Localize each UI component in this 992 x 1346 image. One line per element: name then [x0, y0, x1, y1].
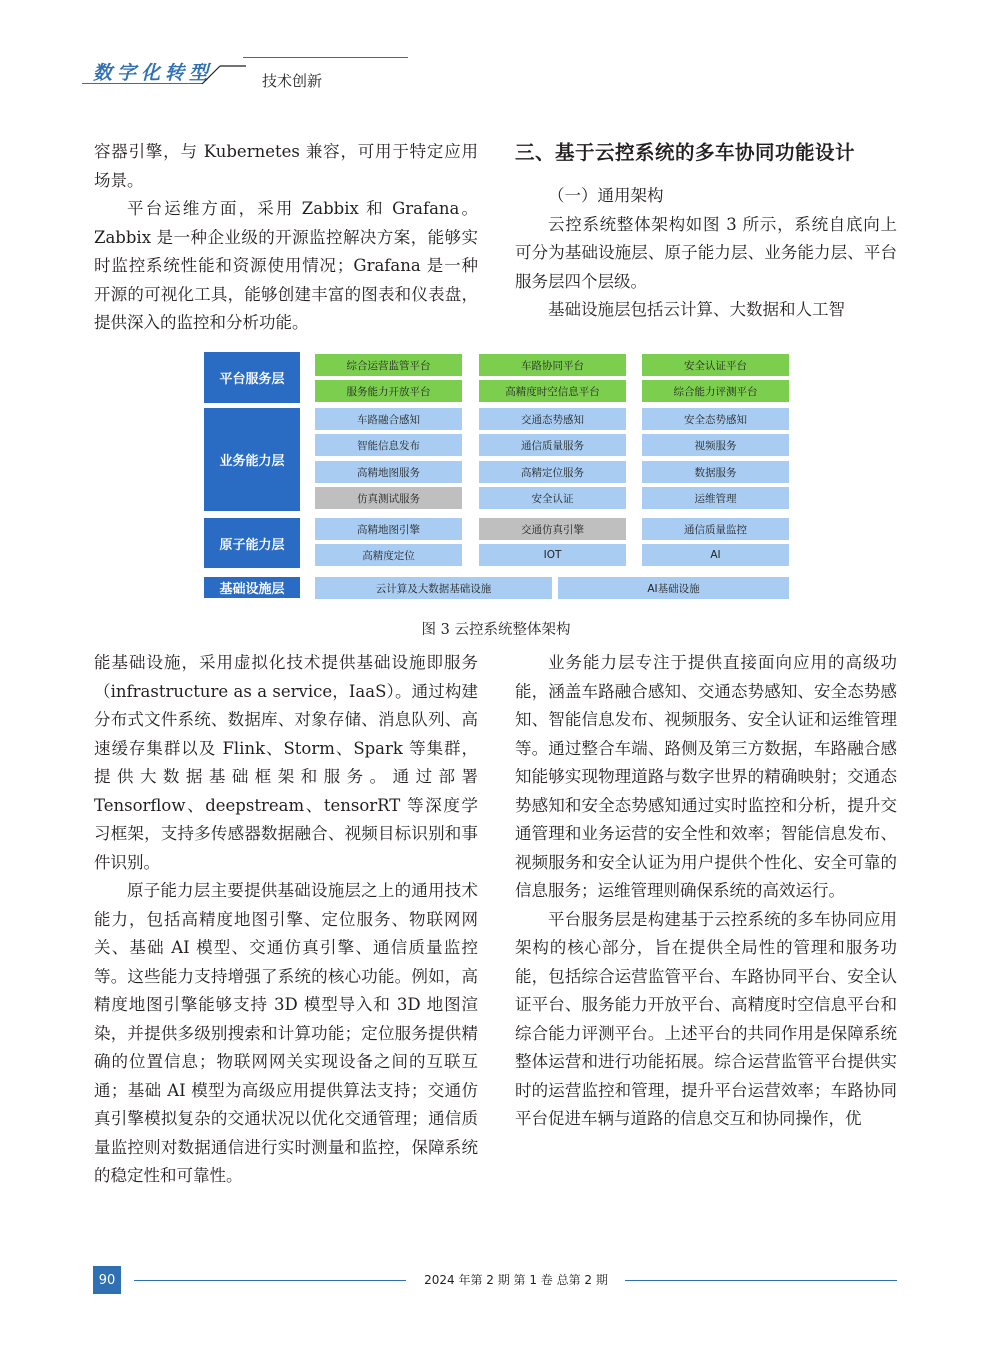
figure-cell: 云计算及大数据基础设施	[315, 577, 552, 599]
figure-cell: 安全态势感知	[642, 408, 789, 430]
figure-cell: 安全认证	[479, 487, 626, 509]
figure-cell: 运维管理	[642, 487, 789, 509]
figure-cell: IOT	[479, 544, 626, 566]
figure-cell: AI	[642, 544, 789, 566]
paragraph: 平台服务层是构建基于云控系统的多车协同应用架构的核心部分，旨在提供全局性的管理和服务功能，包括综合运营监管平台、车路协同平台、安全认证平台、服务能力开放平台、高精度时空信息平台和综合能力评测平台。上述平台的共同作用是保障系统整体运营和进行功能拓展。综合运营监管平台提供实时的运营监控和管理，提升平台运营效率；车路协同平台促进车辆与道路的信息交互和协同操作，优	[515, 909, 897, 1128]
architecture-figure	[204, 352, 790, 600]
figure-cell: 数据服务	[642, 461, 789, 483]
paragraph: 原子能力层主要提供基础设施层之上的通用技术能力，包括高精度地图引擎、定位服务、物联网网关、基础 AI 模型、交通仿真引擎、通信质量监控等。这些能力支持增强了系统的核心功能。例如，高精度地图引擎能够支持 3D 模型导入和 3D 地图渲染，并提供多级别搜索和计算功能；定位服务提供精确的位置信息；物联网网关实现设备之间的互联互通；基础 AI 模型为高级应用提供算法支持；交通仿真引擎模拟复杂的交通状况以优化交通管理；通信质量监控则对数据通信进行实时测量和监控，保障系统的稳定性和可靠性。	[94, 881, 478, 1185]
layer-infrastructure: 基础设施层	[204, 577, 300, 598]
left-column-bottom	[94, 649, 478, 1191]
figure-caption: 图 3 云控系统整体架构	[421, 622, 571, 638]
section-label: 技术创新	[262, 72, 323, 90]
figure-cell: 高精地图引擎	[315, 518, 462, 540]
figure-cell: 综合能力评测平台	[642, 380, 789, 402]
figure-cell: AI基础设施	[558, 577, 789, 599]
footer-rule-left	[134, 1280, 406, 1281]
paragraph: 基础设施层包括云计算、大数据和人工智	[548, 300, 845, 319]
paragraph: 业务能力层专注于提供直接面向应用的高级功能，涵盖车路融合感知、交通态势感知、安全态势感知、智能信息发布、视频服务、安全认证和运维管理等。通过整合车端、路侧及第三方数据，车路融合感知能够实现物理道路与数字世界的精确映射；交通态势感知和安全态势感知通过实时监控和分析，提升交通管理和业务运营的安全性和效率；智能信息发布、视频服务和安全认证为用户提供个性化、安全可靠的信息服务；运维管理则确保系统的高效运行。	[515, 653, 897, 900]
paragraph: 能基础设施，采用虚拟化技术提供基础设施即服务（infrastructure as a service，IaaS）。通过构建分布式文件系统、数据库、对象存储、消息队列、高速缓存集群以及 Flink、Storm、Spark 等集群，提供大数据基础框架和服务。通过部署 Tensorflow、deepstream、tensorRT 等深度学习框架，支持多传感器数据融合、视频目标识别和事件识别。	[94, 653, 478, 872]
figure-cell: 交通态势感知	[479, 408, 626, 430]
figure-cell: 交通仿真引擎	[479, 518, 626, 540]
right-column-top	[515, 138, 897, 325]
page-number: 90	[93, 1266, 121, 1294]
paragraph: 云控系统整体架构如图 3 所示，系统自底向上可分为基础设施层、原子能力层、业务能力层、平台服务层四个层级。	[515, 214, 897, 291]
left-column-top	[94, 138, 478, 338]
issue-info: 2024 年第 2 期 第 1 卷 总第 2 期	[424, 1273, 608, 1287]
header-rule-top	[243, 57, 408, 58]
figure-cell: 服务能力开放平台	[315, 380, 462, 402]
footer-rule-right	[625, 1280, 897, 1281]
paragraph: 容器引擎，与 Kubernetes 兼容，可用于特定应用场景。	[94, 142, 478, 190]
figure-cell: 高精度定位	[315, 544, 462, 566]
figure-cell: 高精定位服务	[479, 461, 626, 483]
figure-cell: 安全认证平台	[642, 354, 789, 376]
figure-cell: 高精度时空信息平台	[479, 380, 626, 402]
figure-cell: 智能信息发布	[315, 434, 462, 456]
journal-logo: 数字化转型	[93, 62, 214, 84]
figure-cell: 综合运营监管平台	[315, 354, 462, 376]
header-slash-decoration	[200, 64, 248, 86]
figure-cell: 仿真测试服务	[315, 487, 462, 509]
subsection-title: （一）通用架构	[548, 186, 664, 205]
right-column-bottom	[515, 649, 897, 1134]
paragraph: 平台运维方面，采用 Zabbix 和 Grafana。Zabbix 是一种企业级的开源监控解决方案，能够实时监控系统性能和资源使用情况；Grafana 是一种开源的可视化工具，能够创建丰富的图表和仪表盘，提供深入的监控和分析功能。	[94, 199, 478, 332]
figure-cell: 通信质量服务	[479, 434, 626, 456]
layer-platform-service: 平台服务层	[204, 352, 300, 403]
section-title: 三、基于云控系统的多车协同功能设计	[515, 141, 856, 164]
layer-atomic-capability: 原子能力层	[204, 518, 300, 568]
figure-cell: 车路协同平台	[479, 354, 626, 376]
header-rule-bottom	[82, 83, 202, 84]
figure-cell: 通信质量监控	[642, 518, 789, 540]
figure-cell: 车路融合感知	[315, 408, 462, 430]
figure-cell: 高精地图服务	[315, 461, 462, 483]
layer-business-capability: 业务能力层	[204, 408, 300, 511]
figure-cell: 视频服务	[642, 434, 789, 456]
